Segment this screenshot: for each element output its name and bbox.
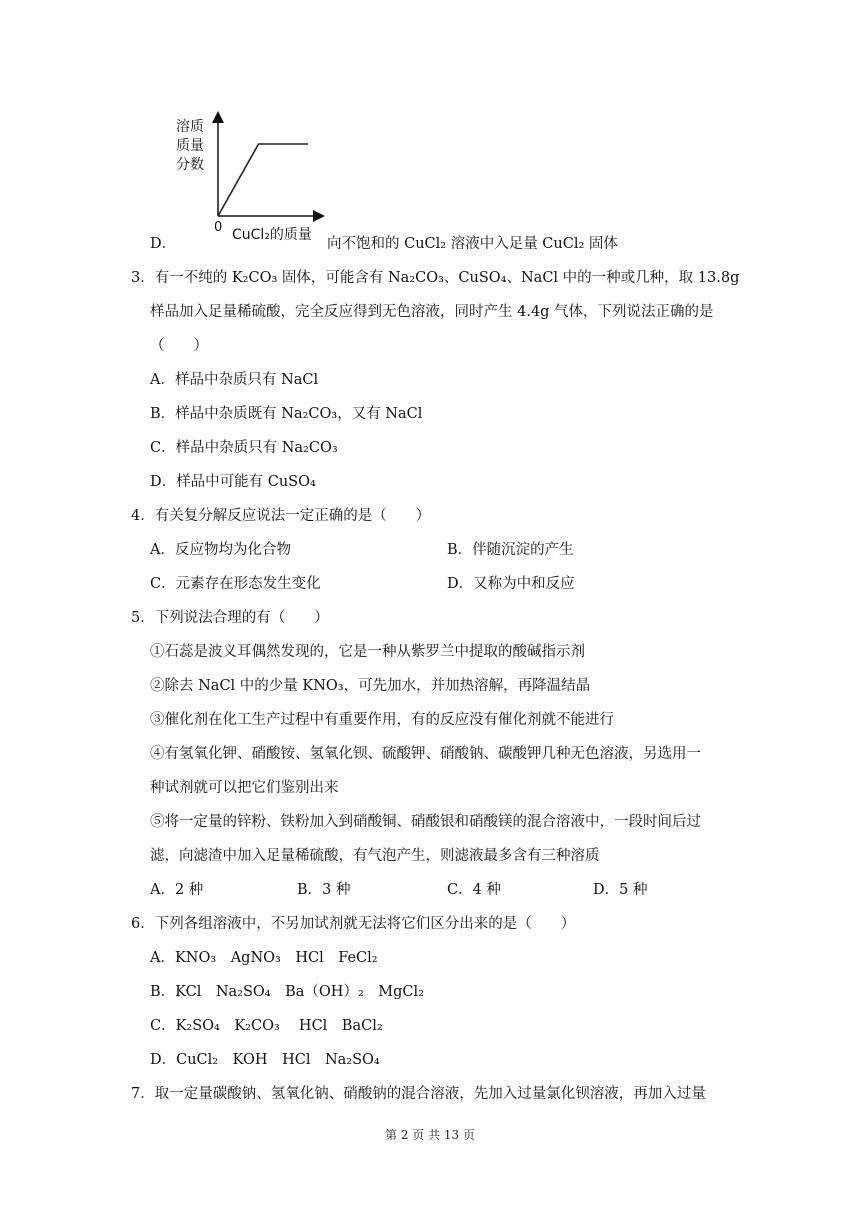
q5-option-d: D．5 种 <box>593 882 648 898</box>
ylabel-line: 溶质 <box>176 119 204 135</box>
chart-origin-label: 0 <box>214 220 223 235</box>
q6-option-b: B．KCl Na₂SO₄ Ba（OH）₂ MgCl₂ <box>150 984 424 1000</box>
solute-fraction-chart <box>170 106 330 246</box>
q4-option-b: B．伴随沉淀的产生 <box>447 542 574 558</box>
chart-ylabel <box>176 118 216 175</box>
series-line <box>218 144 308 216</box>
q3-option-b: B．样品中杂质既有 Na₂CO₃，又有 NaCl <box>150 406 423 422</box>
q5-item: ③催化剂在化工生产过程中有重要作用，有的反应没有催化剂就不能进行 <box>150 712 614 728</box>
q5-stem: 5．下列说法合理的有（ ） <box>131 610 329 626</box>
q2-option-d-label: D． <box>150 236 177 252</box>
q7-stem: 7．取一定量碳酸钠、氢氧化钠、硝酸钠的混合溶液，先加入过量氯化钡溶液，再加入过量 <box>131 1086 706 1102</box>
q3-option-a: A．样品中杂质只有 NaCl <box>150 372 319 388</box>
q6-option-a: A．KNO₃ AgNO₃ HCl FeCl₂ <box>150 950 378 966</box>
q6-option-d: D．CuCl₂ KOH HCl Na₂SO₄ <box>150 1052 380 1068</box>
q4-stem: 4．有关复分解反应说法一定正确的是（ ） <box>131 508 431 524</box>
q5-option-c: C．4 种 <box>447 882 501 898</box>
q4-option-c: C．元素存在形态发生变化 <box>150 576 321 592</box>
q6-stem: 6．下列各组溶液中，不另加试剂就无法将它们区分出来的是（ ） <box>131 916 576 932</box>
q5-item: ④有氢氧化钾、硝酸铵、氢氧化钡、硫酸钾、硝酸钠、碳酸钾几种无色溶液，另选用一 <box>150 746 701 762</box>
q5-item: ⑤将一定量的锌粉、铁粉加入到硝酸铜、硝酸银和硝酸镁的混合溶液中，一段时间后过 <box>150 814 701 830</box>
ylabel-line: 分数 <box>176 157 204 173</box>
q4-option-a: A．反应物均为化合物 <box>150 542 291 558</box>
q5-option-a: A．2 种 <box>150 882 204 898</box>
q5-item: ②除去 NaCl 中的少量 KNO₃，可先加水，并加热溶解，再降温结晶 <box>150 678 591 694</box>
q3-option-d: D．样品中可能有 CuSO₄ <box>150 474 316 490</box>
q3-stem-line: （ ） <box>150 338 208 354</box>
q3-option-c: C．样品中杂质只有 Na₂CO₃ <box>150 440 338 456</box>
q4-option-d: D．又称为中和反应 <box>447 576 575 592</box>
q2-option-d-text: 向不饱和的 CuCl₂ 溶液中入足量 CuCl₂ 固体 <box>327 236 618 252</box>
q5-option-b: B．3 种 <box>297 882 351 898</box>
q3-stem-line: 样品加入足量稀硫酸，完全反应得到无色溶液，同时产生 4.4g 气体，下列说法正确的是 <box>150 304 714 320</box>
page-footer: 第 2 页 共 13 页 <box>385 1128 475 1142</box>
q5-item: 滤，向滤渣中加入足量稀硫酸，有气泡产生，则滤液最多含有三种溶质 <box>150 848 600 864</box>
q5-item: ①石蕊是波义耳偶然发现的，它是一种从紫罗兰中提取的酸碱指示剂 <box>150 644 585 660</box>
chart-xlabel: CuCl₂的质量 <box>232 227 312 243</box>
ylabel-line: 质量 <box>176 138 204 154</box>
q6-option-c: C．K₂SO₄ K₂CO₃ HCl BaCl₂ <box>150 1018 383 1034</box>
q3-stem-line: 3．有一不纯的 K₂CO₃ 固体，可能含有 Na₂CO₃、CuSO₄、NaCl 中的一种或几种，取 13.8g <box>131 270 740 286</box>
q5-item: 种试剂就可以把它们鉴别出来 <box>150 780 339 796</box>
